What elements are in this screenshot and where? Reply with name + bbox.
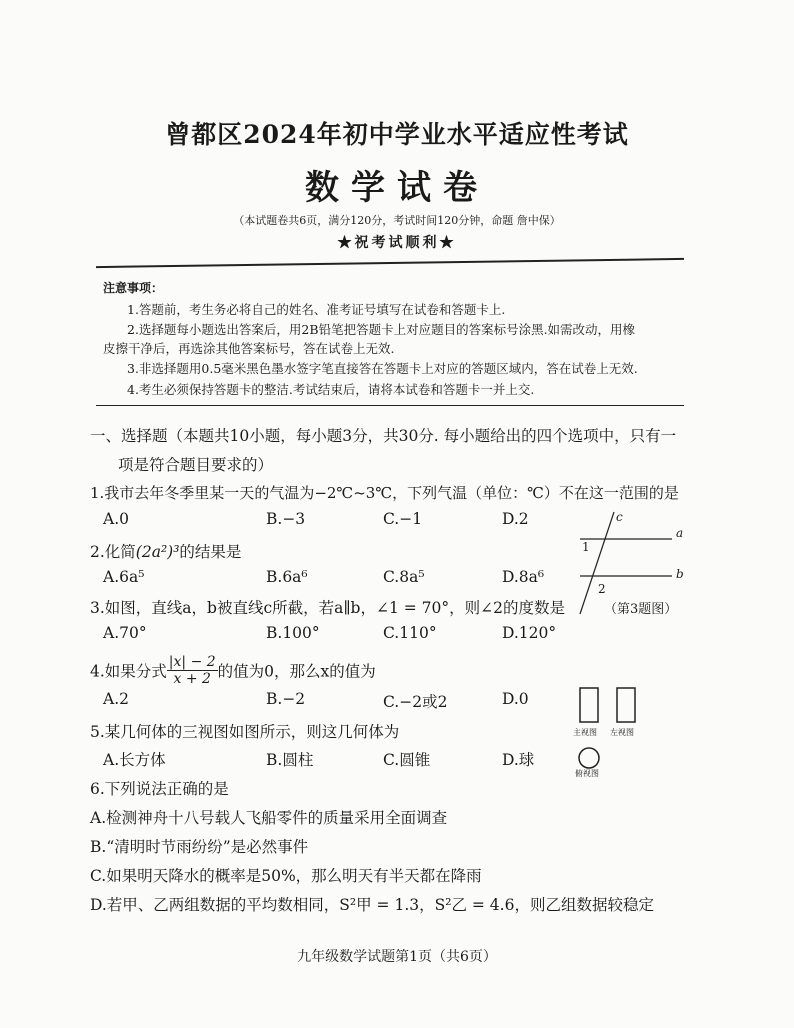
question-2-option-d: D.8a⁶ (502, 568, 545, 586)
question-5-stem: 5.某几何体的三视图如图所示，则这几何体为 (90, 723, 400, 741)
notes-title: 注意事项： (103, 281, 164, 295)
question-1-stem: 1.我市去年冬季里某一天的气温为−2℃~3℃，下列气温（单位：℃）不在这一范围的是 (90, 484, 679, 502)
left-view-rect (617, 688, 635, 722)
front-view-rect (580, 688, 598, 722)
question-4-stem-post: 的值为0，那么x的值为 (217, 662, 376, 681)
figure-q3-label-c: c (616, 510, 623, 524)
note-item: 1.答题前，考生务必将自己的姓名、准考证号填写在试卷和答题卡上. (127, 302, 506, 317)
note-item: 皮擦干净后，再选涂其他答案标号，答在试卷上无效. (103, 341, 395, 356)
question-2-expression: (2a²)³ (135, 543, 180, 561)
top-view-circle (579, 748, 599, 768)
figure-q3-label-a: a (676, 526, 684, 540)
question-2-option-a: A.6a⁵ (103, 568, 145, 586)
question-6-option-a: A.检测神舟十八号载人飞船零件的质量采用全面调查 (90, 809, 448, 827)
question-4-option-b: B.−2 (266, 690, 306, 708)
question-4-stem (90, 654, 376, 687)
question-2-option-c: C.8a⁵ (383, 568, 425, 586)
question-2-stem-post: 的结果是 (179, 543, 242, 561)
question-2-option-b: B.6a⁶ (266, 568, 308, 586)
exam-title: 曾都区2024年初中学业水平适应性考试 (165, 120, 629, 149)
question-4-numerator: |x| − 2 (168, 654, 216, 670)
question-5-option-a: A.长方体 (103, 751, 166, 769)
note-item: 2.选择题每小题选出答案后，用2B铅笔把答题卡上对应题目的答案标号涂黑.如需改动，用橡 (127, 322, 636, 337)
question-4-option-a: A.2 (103, 690, 129, 708)
figure-q3-label-2: 2 (598, 582, 606, 596)
question-4-stem-pre: 4.如果分式 (90, 662, 167, 681)
notes-divider (96, 405, 684, 406)
question-6-option-d: D.若甲、乙两组数据的平均数相同，S²甲 = 1.3，S²乙 = 4.6，则乙组数据较稳定 (90, 896, 654, 914)
section-heading-line2: 项是符合题目要求的） (118, 456, 274, 474)
question-3-option-c: C.110° (383, 624, 437, 642)
figure-q3-label-b: b (676, 567, 684, 581)
figure-q3-label-1: 1 (582, 540, 590, 554)
figure-q5-left-label: 左视图 (610, 728, 634, 737)
question-5-option-b: B.圆柱 (266, 751, 314, 769)
note-item: 4.考生必须保持答题卡的整洁.考试结束后，请将本试卷和答题卡一并上交. (127, 382, 535, 397)
figure-q3-caption: （第3题图） (604, 602, 678, 617)
question-5-option-d: D.球 (502, 751, 535, 769)
question-1-option-b: B.−3 (266, 510, 306, 528)
note-item: 3.非选择题用0.5毫米黑色墨水签字笔直接答在答题卡上对应的答题区域内，答在试卷上无效. (127, 361, 638, 376)
question-3-option-b: B.100° (266, 624, 320, 642)
question-1-option-c: C.−1 (383, 510, 423, 528)
header-divider (96, 258, 684, 268)
question-6-option-c: C.如果明天降水的概率是50%，那么明天有半天都在降雨 (90, 867, 482, 885)
question-3-stem: 3.如图，直线a，b被直线c所截，若a∥b，∠1 = 70°，则∠2的度数是 (90, 599, 565, 617)
question-4-fraction (167, 654, 218, 687)
question-3-option-d: D.120° (502, 624, 557, 642)
question-5-option-c: C.圆锥 (383, 751, 431, 769)
exam-info: （本试题卷共6页，满分120分，考试时间120分钟，命题 詹中保） (233, 214, 561, 227)
question-2-stem (90, 540, 241, 562)
question-3-option-a: A.70° (103, 624, 147, 642)
question-6-option-b: B.“清明时节雨纷纷”是必然事件 (90, 838, 309, 856)
question-1-option-a: A.0 (103, 510, 129, 528)
question-6-stem: 6.下列说法正确的是 (90, 780, 229, 798)
figure-q5-top-label: 俯视图 (575, 769, 599, 778)
exam-subject: 数学试卷 (305, 168, 489, 208)
figure-q5-front-label: 主视图 (573, 728, 597, 737)
question-4-option-d: D.0 (502, 690, 529, 708)
blessing: ★祝考试顺利★ (337, 235, 457, 251)
question-4-option-c: C.−2或2 (383, 693, 448, 711)
section-heading-line1: 一、选择题（本题共10小题，每小题3分，共30分. 每小题给出的四个选项中，只有一 (90, 427, 677, 445)
question-1-option-d: D.2 (502, 510, 529, 528)
question-2-stem-pre: 2.化简 (90, 543, 136, 561)
question-4-denominator: x + 2 (173, 671, 211, 687)
page-footer: 九年级数学试题第1页（共6页） (297, 949, 497, 965)
